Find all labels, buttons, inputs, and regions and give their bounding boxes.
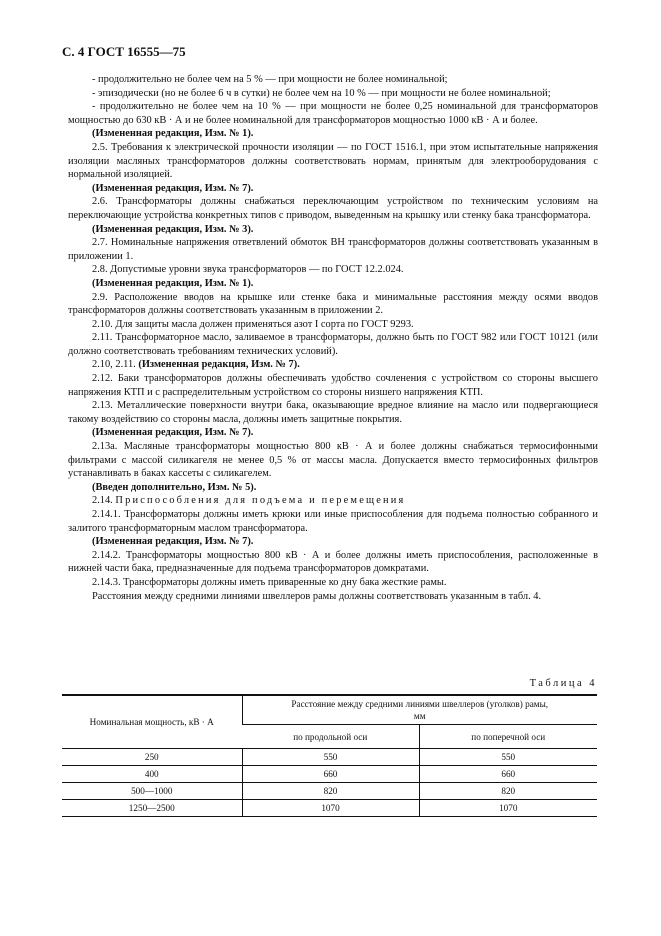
amendment-note: (Измененная редакция, Изм. № 7). — [92, 536, 254, 548]
paragraph: 2.6. Трансформаторы должны снабжаться переключающим устройством по техническим условиям на переключающие устройства конкретных типов с приводом, выведенным на крышку или стенку бака трансформатора. — [68, 196, 598, 221]
paragraph: Расстояния между средними линиями швеллеров рамы должны соответствовать указанным в табл. 4. — [92, 590, 542, 602]
paragraph: - продолжительно не более чем на 10 % — при мощности не более 0,25 номинальной для трансформаторов мощностью до 630 кВ · А и не более номинальной для трансформаторов мощностью 1000 кВ · А и более. — [68, 101, 598, 126]
amendment-line — [68, 358, 598, 372]
clause-numbers: 2.10, 2.11. — [92, 359, 136, 371]
table-cell: 500—1000 — [62, 783, 242, 800]
paragraph: 2.13. Металлические поверхности внутри бака, оказывающие вредное влияние на масло или подвергающиеся такому воздействию со стороны масла, должны иметь защитные покрытия. — [68, 400, 598, 425]
paragraph: 2.10. Для защиты масла должен применяться азот I сорта по ГОСТ 9293. — [92, 318, 414, 330]
table-cell: 550 — [242, 749, 419, 766]
paragraph: - эпизодически (но не более 6 ч в сутки) не более чем на 10 % — при мощности не более номинальной; — [92, 87, 551, 99]
paragraph: 2.8. Допустимые уровни звука трансформаторов — по ГОСТ 12.2.024. — [92, 264, 404, 276]
amendment-note: (Измененная редакция, Изм. № 7). — [92, 427, 254, 439]
table-caption: Таблица 4 — [529, 678, 597, 689]
section-heading — [68, 494, 598, 508]
paragraph: 2.14.1. Трансформаторы должны иметь крюки или иные приспособления для подъема полностью собранного и залитого трансформаторным маслом трансформатора. — [68, 509, 598, 534]
table-row — [62, 800, 597, 817]
column-group-header-text: Расстояние между средними линиями швеллеров (уголков) рамы, мм — [291, 699, 549, 721]
column-header-longitudinal: по продольной оси — [242, 725, 419, 749]
table-cell: 820 — [419, 783, 597, 800]
column-header-transverse: по поперечной оси — [419, 725, 597, 749]
table-row — [62, 783, 597, 800]
frame-distance-table — [62, 694, 597, 817]
section-title: Приспособления для подъема и перемещения — [115, 495, 406, 507]
table-row — [62, 749, 597, 766]
amendment-note: (Измененная редакция, Изм. № 3). — [92, 223, 254, 235]
amendment-note: (Введен дополнительно, Изм. № 5). — [92, 481, 257, 493]
page-header: С. 4 ГОСТ 16555—75 — [62, 44, 186, 59]
body-text — [68, 73, 598, 603]
column-group-header — [242, 695, 597, 725]
paragraph: 2.9. Расположение вводов на крышке или стенке бака и минимальные расстояния между осями вводов трансформаторов должны соответствовать указанным в приложении 2. — [68, 291, 598, 317]
paragraph: 2.12. Баки трансформаторов должны обеспечивать удобство сочленения с устройством со стороны высшего напряжения КТП и с распределительным устройством со стороны низшего напряжения КТП. — [68, 373, 598, 398]
table-cell: 660 — [419, 766, 597, 783]
section-number: 2.14. — [92, 495, 113, 507]
table-cell: 1070 — [242, 800, 419, 817]
table-cell: 550 — [419, 749, 597, 766]
table-cell: 250 — [62, 749, 242, 766]
paragraph: - продолжительно не более чем на 5 % — при мощности не более номинальной; — [92, 74, 448, 85]
amendment-note: (Измененная редакция, Изм. № 1). — [92, 277, 254, 289]
table-cell: 400 — [62, 766, 242, 783]
amendment-note: (Измененная редакция, Изм. № 1). — [92, 128, 254, 140]
table-row — [62, 766, 597, 783]
amendment-note: (Измененная редакция, Изм. № 7). — [138, 359, 300, 371]
paragraph: 2.5. Требования к электрической прочности изоляции — по ГОСТ 1516.1, при этом испытательные напряжения изоляции масляных трансформаторов должны соответствовать нормам, принятым для электрооборудования с нормальной изоляцией. — [68, 141, 598, 181]
amendment-note: (Измененная редакция, Изм. № 7). — [92, 182, 254, 194]
paragraph: 2.11. Трансформаторное масло, заливаемое в трансформаторы, должно быть по ГОСТ 982 или ГОСТ 10121 (или должно соответствовать требованиям технических условий). — [68, 332, 598, 357]
paragraph: 2.13а. Масляные трансформаторы мощностью 800 кВ · А и более должны снабжаться термосифонными фильтрами с массой силикагеля не менее 0,5 % от массы масла. Допускается вместо термосифонных фильтров устанавливать в баках кассеты с силикагелем. — [68, 441, 598, 480]
table-cell: 660 — [242, 766, 419, 783]
column-header-power: Номинальная мощность, кВ · А — [62, 695, 242, 749]
table-cell: 1250—2500 — [62, 800, 242, 817]
table-cell: 820 — [242, 783, 419, 800]
table-cell: 1070 — [419, 800, 597, 817]
paragraph: 2.14.3. Трансформаторы должны иметь приваренные ко дну бака жесткие рамы. — [92, 576, 447, 588]
paragraph: 2.7. Номинальные напряжения ответвлений обмоток ВН трансформаторов должны соответствовать указанным в приложении 1. — [68, 237, 598, 262]
paragraph: 2.14.2. Трансформаторы мощностью 800 кВ · А и более должны иметь приспособления, расположенные в нижней части бака, предназначенные для подъема трансформаторов домкратами. — [68, 549, 598, 575]
